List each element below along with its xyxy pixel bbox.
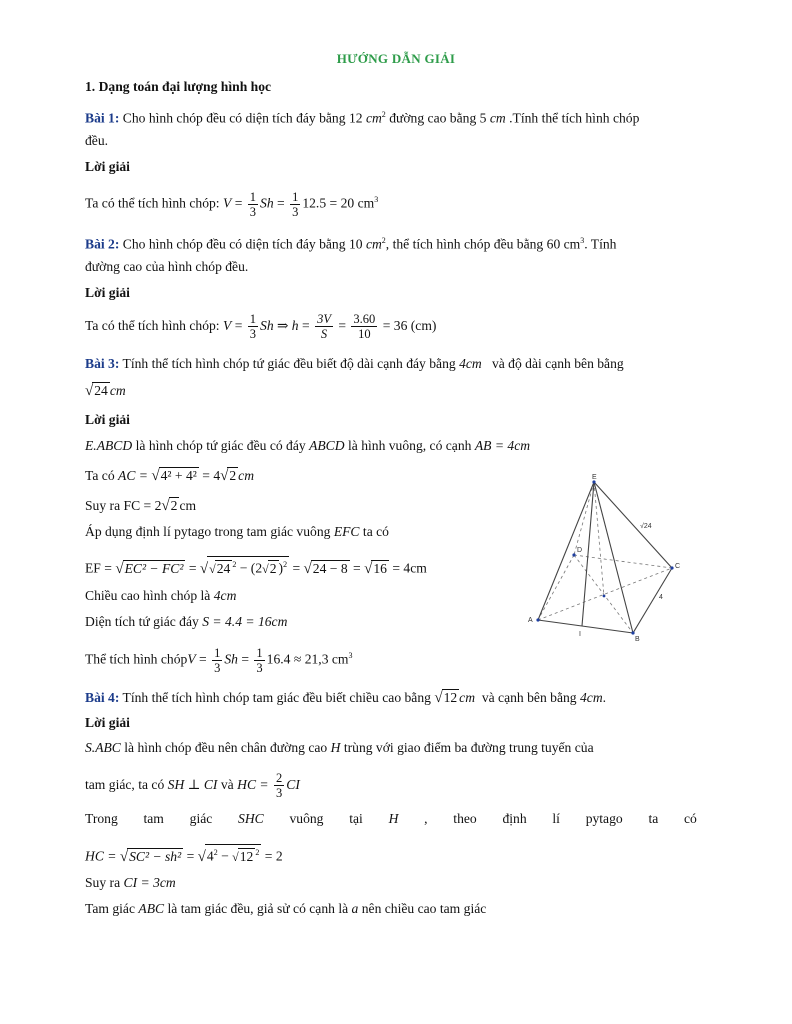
point-F: [603, 595, 606, 598]
label-B: B: [635, 636, 640, 643]
justified-word: giác: [189, 811, 213, 826]
section-heading: 1. Dạng toán đại lượng hình học: [85, 79, 272, 94]
bai4-sol-1d: trùng với giao điểm ba đường trung tuyến của: [343, 740, 594, 755]
bai3-sol-line1: [85, 437, 530, 455]
justified-word: pytago: [585, 811, 623, 826]
bai4-sol-line3: [85, 810, 697, 828]
bai4-sol-4a: HC =: [85, 848, 117, 864]
fraction-one-third: $\frac{1}{3}$: [256, 645, 263, 675]
justified-word: vuông: [289, 811, 324, 826]
point-D: [572, 553, 575, 556]
bai3-sol-8b: 16.4 ≈ 21,3 cm: [266, 651, 349, 667]
bai2-statement: Bài 2: Cho hình chóp đều có diện tích đáy bằng 10 $cm^2$, thể tích hình chóp đều bằng 60 $cm^3$. Tính: [85, 236, 617, 252]
bai4-sol-4b: SC² − sh²: [129, 848, 182, 864]
fraction-two-thirds: $\frac{2}{3}$: [276, 771, 283, 801]
bai3-sol-1d: là hình vuông, có cạnh: [347, 438, 472, 453]
bai2-volume: 60 cm: [546, 236, 581, 252]
label-edge-24: √24: [640, 523, 652, 530]
bai3-lateral: √24 cm: [85, 383, 126, 399]
justified-word: ta: [648, 811, 659, 826]
bai2-solution-label: Lời giải: [85, 285, 130, 300]
bai4-sol-2e: CI: [286, 777, 300, 792]
fraction-one-third: $\frac{1}{3}$: [249, 189, 257, 219]
bai4-sol-6d: a: [351, 901, 359, 916]
bai3-sol-1b: là hình chóp tứ giác đều có đáy: [135, 438, 306, 453]
bai3-sol-2d: = 4: [202, 468, 221, 483]
bai3-label: Bài 3:: [85, 356, 120, 371]
justified-word: ,: [424, 811, 428, 826]
label-A: A: [528, 617, 533, 624]
bai2-text-c: . Tính: [584, 236, 617, 252]
bai4-text-c: .: [602, 690, 607, 705]
bai4-sol-1c: H: [330, 740, 341, 755]
bai1-formula-tail: 12.5 = 20 cm: [302, 195, 375, 211]
bai1-text-b: đường cao bằng: [389, 110, 477, 126]
bai2-area: 10: [348, 236, 363, 252]
bai2-sol-text: Ta có thể tích hình chóp:: [85, 318, 220, 333]
bai3-sol-line2: Ta có AC = √4² + 4² = 4√2 cm: [85, 468, 255, 484]
justified-word: định: [502, 811, 527, 826]
bai3-text-b: và độ dài cạnh bên bằng: [491, 356, 624, 371]
bai3-sol-5d: 16: [373, 560, 387, 576]
bai4-statement: Bài 4: Tính thể tích hình chóp tam giác đều biết chiều cao bằng √12 cm và cạnh bên bằng 4cm.: [85, 690, 607, 706]
bai3-sol-2c: 4² + 4²: [160, 468, 197, 483]
bai3-sol-2b: AC =: [118, 468, 148, 483]
bai4-sol-line6: [85, 900, 486, 918]
bai1-height: 5: [479, 110, 487, 126]
bai4-sol-2d: HC =: [237, 777, 269, 792]
bai1-solution-label: Lời giải: [85, 159, 130, 174]
bai3-sol-8a: Thể tích hình chóp: [85, 651, 188, 667]
bai2-text-a: Cho hình chóp đều có diện tích đáy bằng: [122, 236, 346, 252]
bai3-sol-6a: Chiều cao hình chóp là: [85, 588, 211, 603]
bai4-sol-line1: [85, 739, 594, 757]
bai4-label: Bài 4:: [85, 690, 120, 705]
bai4-sol-4c: = 2: [264, 848, 283, 864]
bai3-sol-4a: Áp dụng định lí pytago trong tam giác vuông: [85, 524, 331, 539]
bai3-sol-1e: AB = 4cm: [474, 438, 531, 453]
bai4-height-unit: cm: [459, 690, 476, 705]
bai3-lateral-value: 24: [94, 383, 108, 398]
bai3-sol-3b: 2: [170, 498, 178, 513]
bai3-sol-5c: 24 − 8: [312, 560, 348, 576]
bai3-sol-line3: Suy ra FC = 2√2 cm: [85, 498, 197, 514]
bai1-unit-len: cm: [489, 110, 506, 126]
bai4-sol-1b: là hình chóp đều nên chân đường cao: [124, 740, 328, 755]
bai1-label: Bài 1:: [85, 110, 120, 126]
bai4-text-a: Tính thể tích hình chóp tam giác đều biết chiều cao bằng: [122, 690, 431, 705]
bai3-statement: [85, 355, 624, 373]
fraction-one-third: $\frac{1}{3}$: [249, 312, 257, 342]
bai2-label: Bài 2:: [85, 236, 120, 252]
bai3-sol-2a: Ta có: [85, 468, 115, 483]
bai3-sol-3a: Suy ra FC = 2: [85, 498, 162, 513]
justified-word: có: [684, 811, 697, 826]
bai4-sol-2a: tam giác, ta có: [85, 777, 165, 792]
justified-word: H: [388, 811, 399, 826]
fraction-one-third: $\frac{1}{3}$: [214, 645, 221, 675]
bai1-statement: Bài 1: Cho hình chóp đều có diện tích đáy bằng 12 $cm^2$ đường cao bằng 5 cm .Tính thể tích hình chóp: [85, 110, 640, 126]
page-title: HƯỚNG DẪN GIẢI: [336, 51, 456, 66]
bai3-sol-7a: Diện tích tứ giác đáy: [85, 614, 199, 629]
bai3-base-edge: 4cm: [459, 356, 482, 371]
bai4-sol-line5: [85, 874, 176, 892]
fraction-one-third: $\frac{1}{3}$: [292, 189, 299, 219]
bai2-statement-cont: đường cao của hình chóp đều.: [85, 259, 249, 274]
label-C: C: [675, 563, 681, 570]
justified-word: tam: [143, 811, 164, 826]
bai3-sol-1c: ABCD: [309, 438, 345, 453]
bai3-sol-line8: Thể tích hình chópV = $\frac{1}{3}$ Sh = $\frac{1}{3}$ 16.4 ≈ 21,3 $cm^3$: [85, 645, 353, 675]
bai3-lateral-unit: cm: [109, 383, 126, 398]
bai1-text-c: .Tính thể tích hình chóp: [509, 110, 640, 126]
bai4-sol-6c: là tam giác đều, giả sử có cạnh là: [167, 901, 349, 916]
bai3-sol-line6: [85, 587, 236, 605]
bai2-result: = 36 (cm): [382, 318, 437, 333]
bai2-frac2: $\frac{3.60}{10}$: [353, 312, 376, 342]
bai3-sol-line5: EF = √EC² − FC² = √√24 $^2$ − (2√2 )$^2$ = √24 − 8 = √16 = 4cm: [85, 556, 427, 578]
bai4-sol-6a: Tam giác: [85, 901, 136, 916]
bai3-sol-7b: S = 4.4 = 16cm: [202, 614, 288, 629]
bai3-sol-2f: cm: [238, 468, 255, 483]
label-I: I: [579, 631, 581, 638]
bai4-sol-6b: ABC: [138, 901, 165, 916]
point-C: [670, 566, 673, 569]
justified-word: lí: [552, 811, 560, 826]
bai3-sol-4c: ta có: [362, 524, 389, 539]
bai4-sol-line2: [85, 770, 300, 800]
bai3-sol-line7: [85, 613, 287, 631]
bai3-sol-line4: [85, 523, 389, 541]
point-A: [536, 618, 539, 621]
bai2-unit-area: cm: [365, 236, 382, 252]
bai4-sol-6e: nên chiều cao tam giác: [361, 901, 487, 916]
bai1-text-a: Cho hình chóp đều có diện tích đáy bằng: [122, 110, 346, 126]
bai3-sol-3c: cm: [179, 498, 197, 513]
bai4-sol-1a: S.ABC: [85, 740, 121, 755]
justified-word: theo: [453, 811, 477, 826]
bai4-lateral: 4cm: [579, 690, 603, 705]
justified-word: SHC: [238, 811, 264, 826]
point-B: [631, 631, 634, 634]
label-E: E: [592, 474, 597, 481]
bai3-sol-5: EF =: [85, 560, 112, 576]
bai3-sol-5b: = 4cm: [392, 560, 427, 576]
justified-word: Trong: [85, 811, 118, 826]
bai3-sol-1a: E.ABCD: [85, 438, 133, 453]
bai4-sol-line4: HC = $√SC^2 - sh^2 = √4^2 - √12$ $^2$ = 2: [85, 844, 283, 866]
bai1-statement-cont: đều.: [85, 133, 109, 148]
bai4-sol-5b: CI = 3cm: [123, 875, 176, 890]
bai3-sol-5a: EC² − FC²: [124, 560, 184, 576]
pyramid-figure: [520, 470, 700, 650]
bai2-solution: Ta có thể tích hình chóp: V = $\frac{1}{3}$ Sh ⇒ h = $\frac{3V}{S}$ = $\frac{3.60}{10}$ = 36 (cm): [85, 312, 437, 342]
bai4-text-b: và cạnh bên bằng: [481, 690, 577, 705]
bai1-area: 12: [348, 110, 363, 126]
bai3-sol-6b: 4cm: [213, 588, 237, 603]
bai1-sol-text: Ta có thể tích hình chóp:: [85, 195, 220, 211]
bai4-height-rad: 12: [443, 690, 458, 705]
bai1-unit-area: cm: [365, 110, 382, 126]
bai3-sol-4b: EFC: [333, 524, 360, 539]
label-D: D: [577, 547, 583, 554]
bai2-text-b: , thể tích hình chóp đều bằng: [385, 236, 544, 252]
bai1-solution: Ta có thể tích hình chóp: V = $\frac{1}{3}$ Sh = $\frac{1}{3}$ 12.5 = 20 $cm^3$: [85, 189, 379, 219]
bai4-sol-5a: Suy ra: [85, 875, 121, 890]
bai4-sol-2c: và: [220, 777, 234, 792]
bai4-solution-label: Lời giải: [85, 715, 130, 730]
bai3-text-a: Tính thể tích hình chóp tứ giác đều biết độ dài cạnh đáy bằng: [122, 356, 456, 371]
justified-word: tại: [349, 811, 363, 826]
bai3-sol-2e: 2: [229, 468, 237, 483]
label-edge-4: 4: [659, 594, 663, 601]
bai2-frac1: $\frac{3V}{S}$: [317, 312, 331, 342]
bai4-sol-2b: SH ⊥ CI: [167, 777, 218, 792]
bai3-solution-label: Lời giải: [85, 412, 130, 427]
